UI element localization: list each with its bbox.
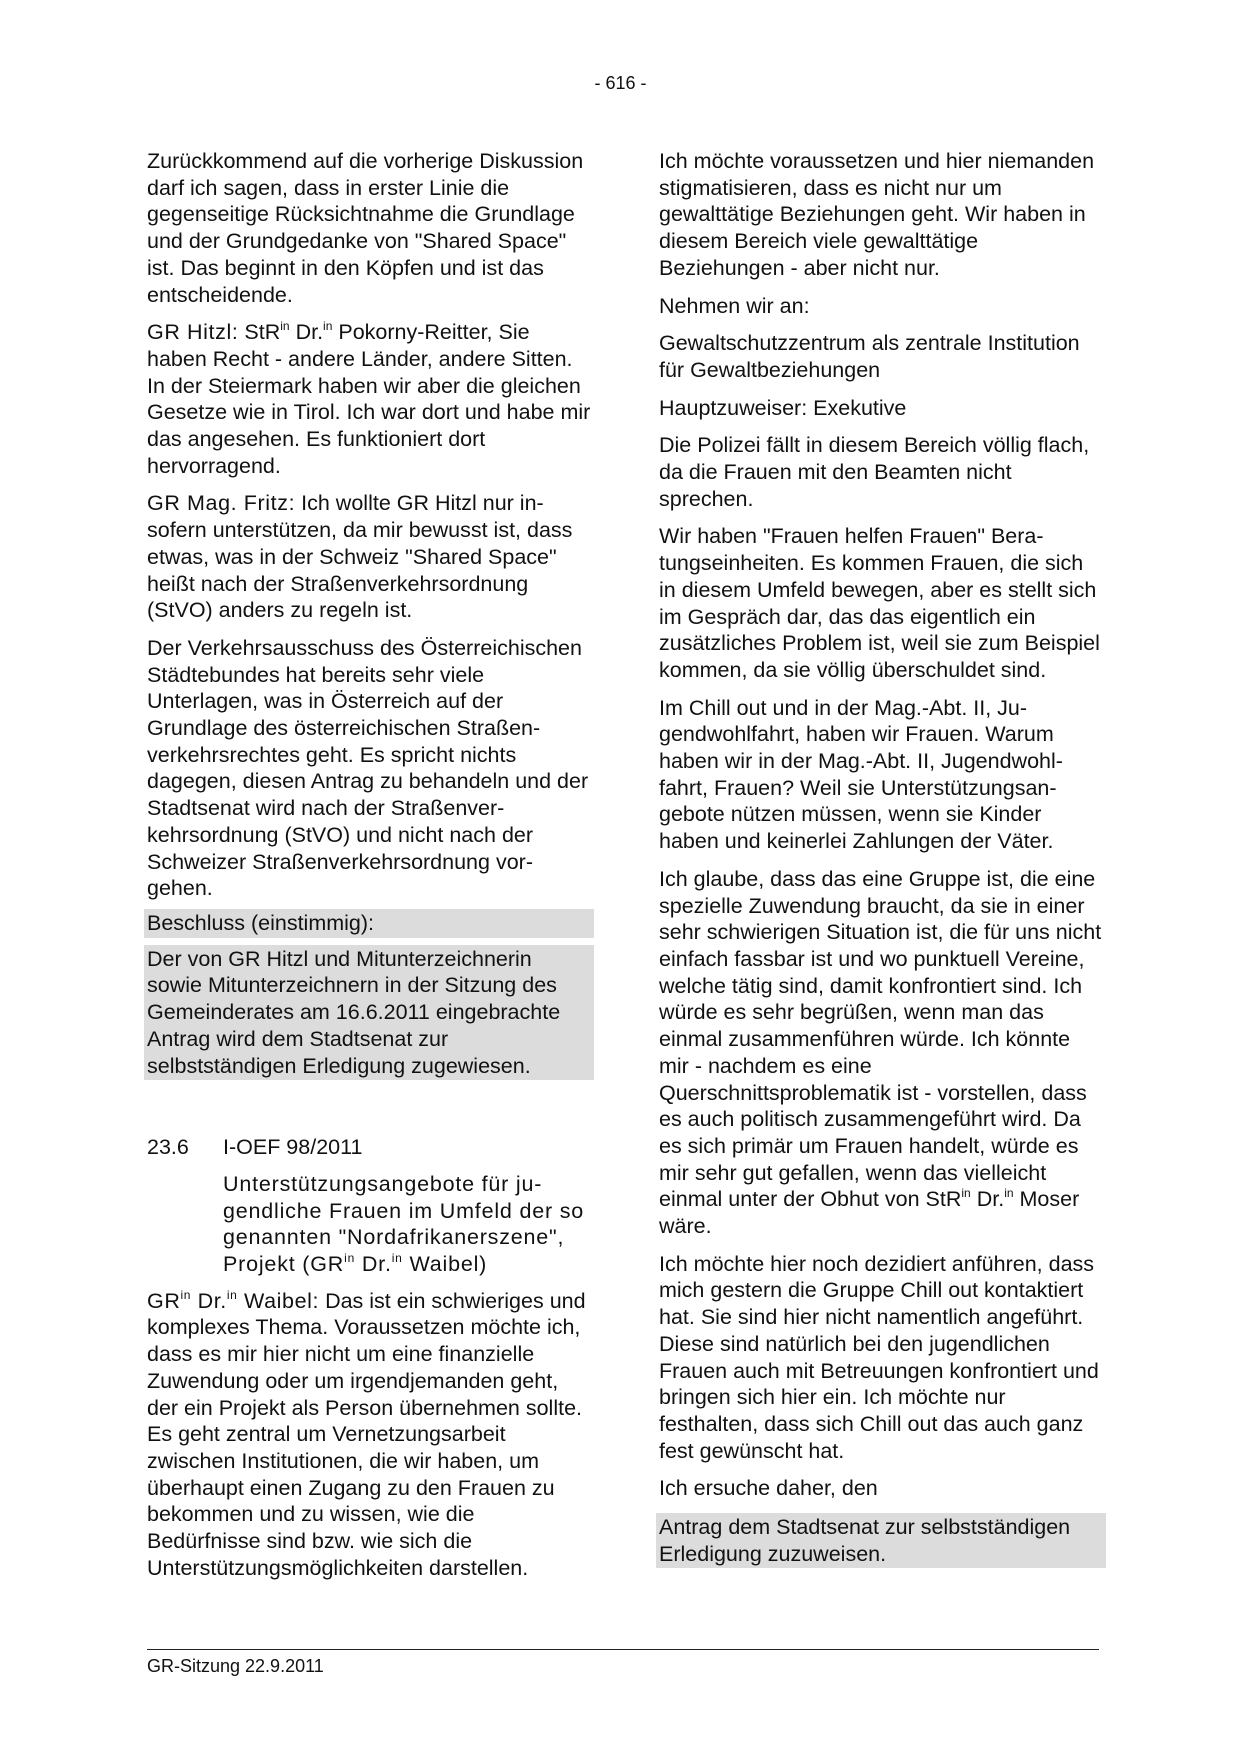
motion-block: Antrag dem Stadtsenat zur selbstständigen Erledigung zuzuweisen.: [656, 1513, 1106, 1568]
paragraph-waibel: $GR^{in}$ Dr.$^{in}$ Waibel: Das ist ein schwieriges und komplexes Thema. Voraussetzen möchte ich, dass es mir hier nicht um eine finanzielle Zuwendung oder um irgendjemanden geht, der ein Projekt als Person übernehmen sollte. Es geht zentral um Vernetzungsarbeit zwischen Institutionen, die wir haben, um überhaupt einen Zugang zu den Frauen zu bekommen und zu wissen, wie die Bedürfnisse sind bzw. wie sich die Unterstützungsmöglichkeiten darstellen.: [147, 1287, 586, 1580]
resolution-block: [147, 909, 591, 1080]
paragraph: Gewaltschutzzentrum als zentrale Institution für Gewaltbeziehungen: [659, 331, 1080, 382]
paragraph: Im Chill out und in der Mag.-Abt. II, Jugendwohlfahrt, haben wir Frauen. Warum haben wir in der Mag.-Abt. II, Jugendwohlfahrt, Frauen? Weil sie Unterstützungsangebote nützen müssen, wenn sie Kinder haben und keinerlei Zahlungen der Väter.: [659, 695, 1063, 854]
left-column: [147, 148, 591, 1592]
speaker-name: GR Hitzl:: [147, 320, 239, 345]
paragraph: Hauptzuweiser: Exekutive: [659, 395, 907, 420]
speaker-name: GR Mag. Fritz:: [147, 491, 296, 516]
agenda-item-title: Unterstützungsangebote für jugendliche Frauen im Umfeld der so genannten "Nordafrikanerszene", Projekt ($GR^{in}$ Dr.$^{in}$ Waibel): [223, 1171, 585, 1277]
footer-divider: [147, 1649, 1099, 1650]
speaker-name: $GR^{in}$ Dr.$^{in}$ Waibel:: [147, 1287, 320, 1313]
paragraph-hitzl: GR Hitzl: StR$^{in}$ Dr.$^{in}$ Pokorny-Reitter, Sie haben Recht - andere Länder, andere Sitten. In der Steiermark haben wir aber die gleichen Gesetze wie in Tirol. Ich war dort und habe mir das angesehen. Es funktioniert dort hervorragend.: [147, 319, 591, 478]
paragraph: Ich glaube, dass das eine Gruppe ist, die eine spezielle Zuwendung braucht, da sie in einer sehr schwierigen Situation ist, die für uns nicht einfach fassbar ist und wo punktuell Vereine, welche tätig sind, damit konfrontiert sind. Ich würde es sehr begrüßen, wenn man das einmal zusammenführen würde. Ich könnte mir - nachdem es eine Querschnittsproblematik ist - vorstellen, dass es auch politisch zusammengeführt wird. Da es sich primär um Frauen handelt, würde es mir sehr gut gefallen, wenn das vielleicht einmal unter der Obhut von StR$^{in}$ Dr.$^{in}$ Moser wäre.: [659, 866, 1102, 1239]
agenda-item-header: [147, 1134, 591, 1161]
paragraph: Ich ersuche daher, den: [659, 1476, 878, 1501]
resolution-text: Der von GR Hitzl und Mitunterzeichnerin sowie Mitunterzeichnern in der Sitzung des Gemeinderates am 16.6.2011 eingebrachte Antrag wird dem Stadtsenat zur selbstständigen Erledigung zugewiesen.: [144, 945, 594, 1081]
paragraph: Die Polizei fällt in diesem Bereich völlig flach, da die Frauen mit den Beamten nicht sprechen.: [659, 433, 1090, 511]
paragraph: Zurückkommend auf die vorherige Diskussion darf ich sagen, dass in erster Linie die gegenseitige Rücksichtnahme die Grundlage und der Grundgedanke von "Shared Space" ist. Das beginnt in den Köpfen und ist das entscheidende.: [147, 149, 584, 307]
paragraph: Ich möchte voraussetzen und hier niemanden stigmatisieren, dass es nicht nur um gewalttätige Beziehungen geht. Wir haben in diesem Bereich viele gewalttätige Beziehungen - aber nicht nur.: [659, 149, 1095, 280]
paragraph: Der Verkehrsausschuss des Österreichischen Städtebundes hat bereits sehr viele Unterlagen, was in Österreich auf der Grundlage des österreichischen Straßenverkehrsrechtes geht. Es spricht nichts dagegen, diesen Antrag zu behandeln und der Stadtsenat wird nach der Straßenverkehrsordnung (StVO) und nicht nach der Schweizer Straßenverkehrsordnung vorgehen.: [147, 635, 589, 901]
paragraph: Ich möchte hier noch dezidiert anführen, dass mich gestern die Gruppe Chill out kontaktiert hat. Sie sind hier nicht namentlich angeführt. Diese sind natürlich bei den jugendlichen Frauen auch mit Betreuungen konfrontiert und bringen sich hier ein. Ich möchte nur festhalten, dass sich Chill out das auch ganz fest gewünscht hat.: [659, 1251, 1099, 1463]
paragraph-fritz: GR Mag. Fritz: Ich wollte GR Hitzl nur insofern unterstützen, da mir bewusst ist, dass etwas, was in der Schweiz "Shared Space" heißt nach der Straßenverkehrsordnung (StVO) anders zu regeln ist.: [147, 491, 573, 623]
resolution-label: Beschluss (einstimmig):: [144, 909, 594, 938]
agenda-item-code: I-OEF 98/2011: [223, 1135, 363, 1160]
agenda-item-number: 23.6: [147, 1135, 189, 1160]
page-number: - 616 -: [594, 73, 647, 93]
right-column: [659, 148, 1103, 1568]
footer-session-date: GR-Sitzung 22.9.2011: [147, 1656, 324, 1676]
paragraph: Nehmen wir an:: [659, 293, 810, 318]
paragraph: Wir haben "Frauen helfen Frauen" Beratungseinheiten. Es kommen Frauen, die sich in diesem Umfeld bewegen, aber es stellt sich im Gespräch dar, das das eigentlich ein zusätzliches Problem ist, weil sie zum Beispiel kommen, da sie völlig überschuldet sind.: [659, 524, 1100, 682]
